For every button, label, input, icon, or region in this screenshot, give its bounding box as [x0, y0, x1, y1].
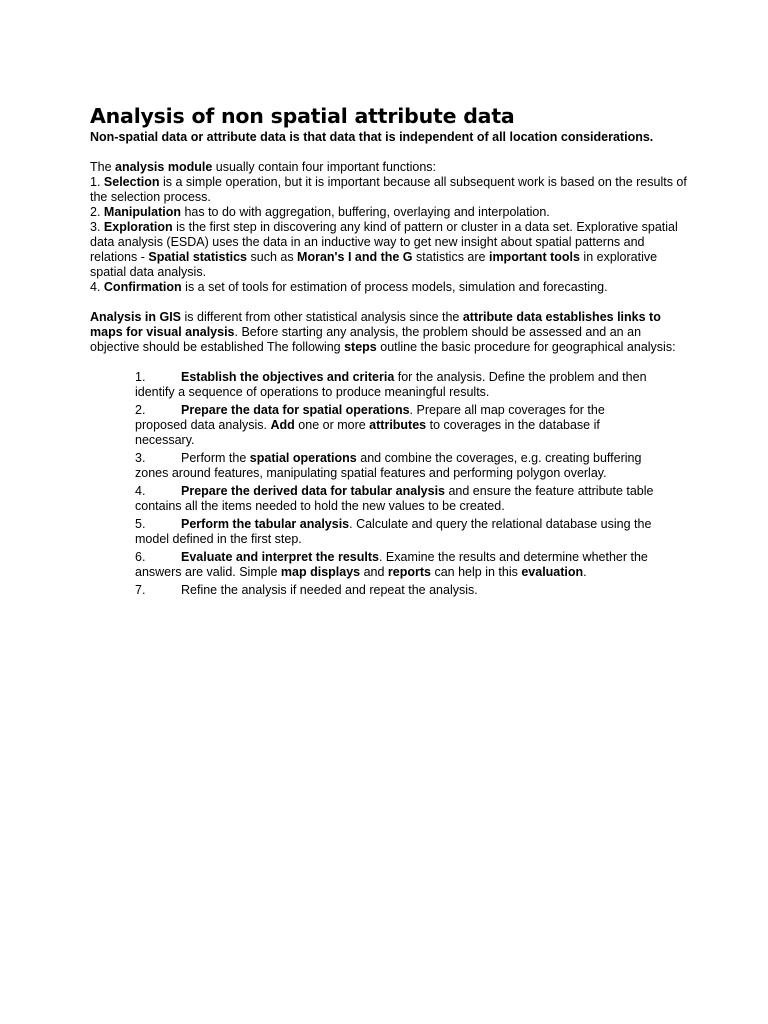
list-item: 5. Perform the tabular analysis. Calculate and query the relational database using the model defined in the first step.	[135, 517, 652, 546]
list-item: 1. Establish the objectives and criteria for the analysis. Define the problem and then identify a sequence of operations to produce meaningful results.	[135, 370, 647, 399]
list-item: 4. Prepare the derived data for tabular analysis and ensure the feature attribute table contains all the items needed to hold the new values to be created.	[135, 484, 654, 513]
list-item: 3. Perform the spatial operations and combine the coverages, e.g. creating buffering zones around features, manipulating spatial features and performing polygon overlay.	[135, 451, 642, 480]
module-item-manipulation: 2. Manipulation has to do with aggregation, buffering, overlaying and interpolation.	[90, 205, 550, 219]
list-item: 7. Refine the analysis if needed and repeat the analysis.	[135, 583, 478, 597]
list-item: 6. Evaluate and interpret the results. Examine the results and determine whether the answers are valid. Simple map displays and reports can help in this evaluation.	[135, 550, 648, 579]
module-item-selection: 1. Selection is a simple operation, but it is important because all subsequent work is based on the results of the selection process.	[90, 175, 687, 204]
list-item: 2. Prepare the data for spatial operations. Prepare all map coverages for the proposed data analysis. Add one or more attributes to coverages in the database if necessary.	[135, 403, 605, 447]
document-page	[90, 104, 690, 601]
steps-list	[135, 370, 655, 598]
module-intro: The analysis module usually contain four important functions:	[90, 160, 437, 174]
module-item-exploration: 3. Exploration is the first step in discovering any kind of pattern or cluster in a data set. Explorative spatial data analysis (ESDA) uses the data in an inductive way to get new insight about spatial patterns and relations - Spatial statistics such as Moran's I and the G statistics are important tools in explorative spatial data analysis.	[90, 220, 678, 279]
page-title: Analysis of non spatial attribute data	[90, 104, 515, 128]
paragraph-gap	[90, 295, 690, 310]
page-subtitle: Non-spatial data or attribute data is that data that is independent of all location considerations.	[90, 130, 654, 144]
analysis-module-section	[90, 160, 690, 295]
module-item-confirmation: 4. Confirmation is a set of tools for estimation of process models, simulation and forecasting.	[90, 280, 608, 294]
gis-paragraph: Analysis in GIS is different from other statistical analysis since the attribute data establishes links to maps for visual analysis. Before starting any analysis, the problem should be assessed and an an objective should be established The following steps outline the basic procedure for geographical analysis:	[90, 310, 676, 354]
